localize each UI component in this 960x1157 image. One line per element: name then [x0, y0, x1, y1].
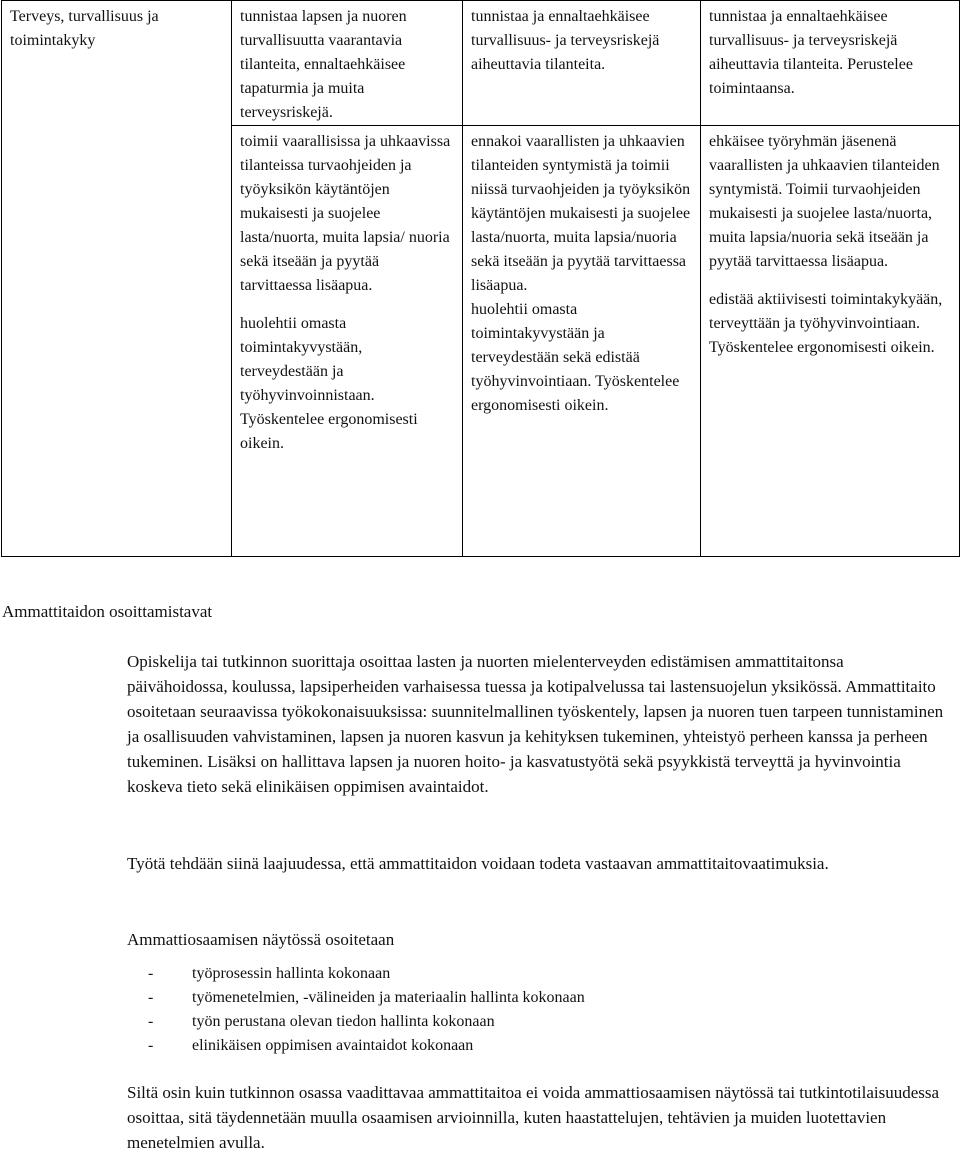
- table-row: [2, 1, 960, 126]
- table-cell: [701, 1, 960, 126]
- paragraph: Opiskelija tai tutkinnon suorittaja osoittaa lasten ja nuorten mielenterveyden edistämisen ammattitaitonsa päivähoidossa, koulussa, lapsiperheiden varhaisessa tuessa ja kotipalvelussa tai lastensuojelun yksikössä. Ammattitaito osoitetaan seuraavissa työkokonaisuuksissa: suunnitelmallinen työskentely, lapsen ja nuoren tuen tarpeen tunnistaminen ja osallisuuden vahvistaminen, lapsen ja nuoren kasvun ja kehityksen tukeminen, yhteistyö perheen kanssa ja perheen tukeminen. Lisäksi on hallittava lapsen ja nuoren hoito- ja kasvatustyötä sekä psyykkistä terveyttä ja hyvinvointia koskeva tieto sekä elinikäisen oppimisen avaintaidot.: [127, 652, 944, 796]
- table-cell: [232, 1, 463, 126]
- table-cell-category: [2, 1, 232, 557]
- paragraph: Siltä osin kuin tutkinnon osassa vaadittavaa ammattitaitoa ei voida ammattiosaamisen näytössä tai tutkintotilaisuudessa osoittaa, sitä täydennetään muulla osaamisen arvioinnilla, kuten haastattelujen, tehtävien ja muiden luotettavien menetelmien avulla.: [127, 1083, 940, 1152]
- demonstration-list: [148, 962, 585, 1058]
- section-heading: Ammattitaidon osoittamistavat: [2, 602, 213, 621]
- criteria-text: tunnistaa ja ennaltaehkäisee turvallisuus- ja terveysriskejä aiheuttavia tilanteita.: [471, 8, 660, 73]
- criteria-text: ehkäisee työryhmän jäsenenä vaarallisten ja uhkaavien tilanteiden syntymistä. Toimii turvaohjeiden mukaisesti ja suojelee lasta/nuorta, muita lapsia/nuoria sekä itseään ja pyytää tarvittaessa lisäapua.: [709, 133, 940, 270]
- criteria-text: edistää aktiivisesti toimintakykyään, terveyttään ja työhyvinvointiaan. Työskentelee ergonomisesti oikein.: [709, 291, 943, 356]
- assessment-criteria-table: [1, 0, 960, 557]
- list-item: - työmenetelmien, -välineiden ja materiaalin hallinta kokonaan: [148, 989, 585, 1006]
- table-cell: [232, 126, 463, 557]
- list-item: - työn perustana olevan tiedon hallinta kokonaan: [148, 1013, 495, 1030]
- table-cell: [463, 1, 701, 126]
- table-cell: [463, 126, 701, 557]
- list-item: - elinikäisen oppimisen avaintaidot kokonaan: [148, 1037, 474, 1054]
- criteria-text: huolehtii omasta toimintakyvystään ja terveydestään sekä edistää työhyvinvointiaan. Työskentelee ergonomisesti oikein.: [471, 301, 680, 414]
- section-body: [127, 1080, 947, 1155]
- criteria-text: tunnistaa lapsen ja nuoren turvallisuutta vaarantavia tilanteita, ennaltaehkäisee tapaturmia ja muita terveysriskejä.: [240, 8, 407, 121]
- criteria-text: tunnistaa ja ennaltaehkäisee turvallisuus- ja terveysriskejä aiheuttavia tilanteita. Perustelee toimintaansa.: [709, 8, 913, 97]
- list-item: - työprosessin hallinta kokonaan: [148, 965, 391, 982]
- paragraph: Työtä tehdään siinä laajuudessa, että ammattitaidon voidaan todeta vastaavan ammattitaitovaatimuksia.: [127, 854, 829, 873]
- section-heading: Ammattiosaamisen näytössä osoitetaan: [127, 930, 395, 949]
- criteria-text: huolehtii omasta toimintakyvystään, terveydestään ja työhyvinvoinnistaan. Työskentelee ergonomisesti oikein.: [240, 315, 418, 452]
- section-body: [127, 851, 947, 876]
- criteria-text: toimii vaarallisissa ja uhkaavissa tilanteissa turvaohjeiden ja työyksikön käytäntöjen mukaisesti ja suojelee lasta/nuorta, muita lapsia/ nuoria sekä itseään ja pyytää tarvittaessa lisäapua.: [240, 133, 451, 294]
- table-cell: [701, 126, 960, 557]
- criteria-text: ennakoi vaarallisten ja uhkaavien tilanteiden syntymistä ja toimii niissä turvaohjeiden ja työyksikön käytäntöjen mukaisesti ja suojelee lasta/nuorta, muita lapsia/nuoria sekä itseään ja pyytää tarvittaessa lisäapua.: [471, 133, 691, 294]
- category-label: Terveys, turvallisuus ja toimintakyky: [10, 8, 159, 49]
- section-body: [127, 649, 947, 799]
